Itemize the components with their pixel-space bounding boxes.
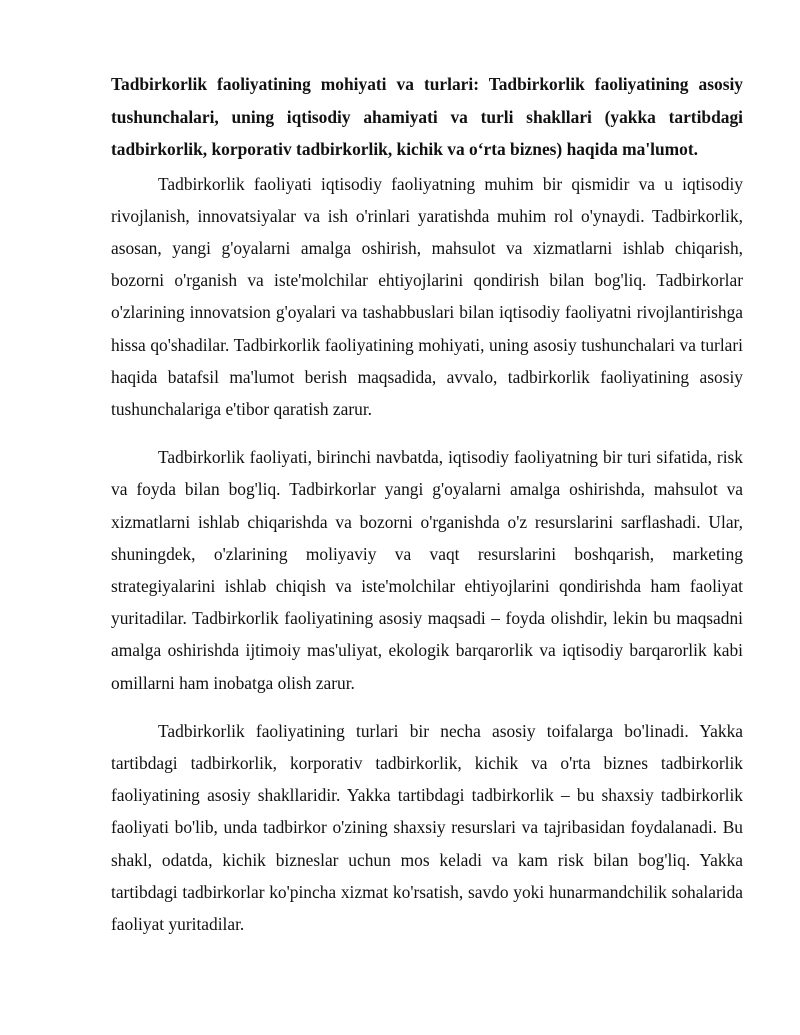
paragraph-1: Tadbirkorlik faoliyati iqtisodiy faoliyatning muhim bir qismidir va u iqtisodiy rivojlanish, innovatsiyalar va ish o'rinlari yaratishda muhim rol o'ynaydi. Tadbirkorlik, asosan, yangi g'oyalarni amalga oshirish, mahsulot va xizmatlarni ishlab chiqarish, bozorni o'rganish va iste'molchilar ehtiyojlarini qondirish bilan bog'liq. Tadbirkorlar o'zlarining innovatsion g'oyalari va tashabbuslari bilan iqtisodiy faoliyatni rivojlantirishga hissa qo'shadilar. Tadbirkorlik faoliyatining mohiyati, uning asosiy tushunchalari va turlari haqida batafsil ma'lumot berish maqsadida, avvalo, tadbirkorlik faoliyatining asosiy tushunchalariga e'tibor qaratish zarur.: [111, 173, 743, 419]
paragraph-2: Tadbirkorlik faoliyati, birinchi navbatda, iqtisodiy faoliyatning bir turi sifatida, risk va foyda bilan bog'liq. Tadbirkorlar yangi g'oyalarni amalga oshirishda, mahsulot va xizmatlarni ishlab chiqarishda va bozorni o'rganishda o'z resurslarini sarflashadi. Ular, shuningdek, o'zlarining moliyaviy va vaqt resurslarini boshqarish, marketing strategiyalarini ishlab chiqish va iste'molchilar ehtiyojlarini qondirishda ham faoliyat yuritadilar. Tadbirkorlik faoliyatining asosiy maqsadi – foyda olishdir, lekin bu maqsadni amalga oshirishda ijtimoiy mas'uliyat, ekologik barqarorlik va iqtisodiy barqarorlik kabi omillarni ham inobatga olish zarur.: [111, 447, 743, 693]
document-title: Tadbirkorlik faoliyatining mohiyati va turlari: Tadbirkorlik faoliyatining asosiy tushunchalari, uning iqtisodiy ahamiyati va turli shakllari (yakka tartibdagi tadbirkorlik, korporativ tadbirkorlik, kichik va o‘rta biznes) haqida ma'lumot.: [111, 74, 743, 159]
document-page: [111, 68, 743, 956]
paragraph-3: Tadbirkorlik faoliyatining turlari bir necha asosiy toifalarga bo'linadi. Yakka tartibdagi tadbirkorlik, korporativ tadbirkorlik, kichik va o'rta biznes tadbirkorlik faoliyatining asosiy shakllaridir. Yakka tartibdagi tadbirkorlik – bu shaxsiy tadbirkorlik faoliyati bo'lib, unda tadbirkor o'zining shaxsiy resurslari va tajribasidan foydalanadi. Bu shakl, odatda, kichik bizneslar uchun mos keladi va kam risk bilan bog'liq. Yakka tartibdagi tadbirkorlar ko'pincha xizmat ko'rsatish, savdo yoki hunarmandchilik sohalarida faoliyat yuritadilar.: [111, 720, 743, 934]
